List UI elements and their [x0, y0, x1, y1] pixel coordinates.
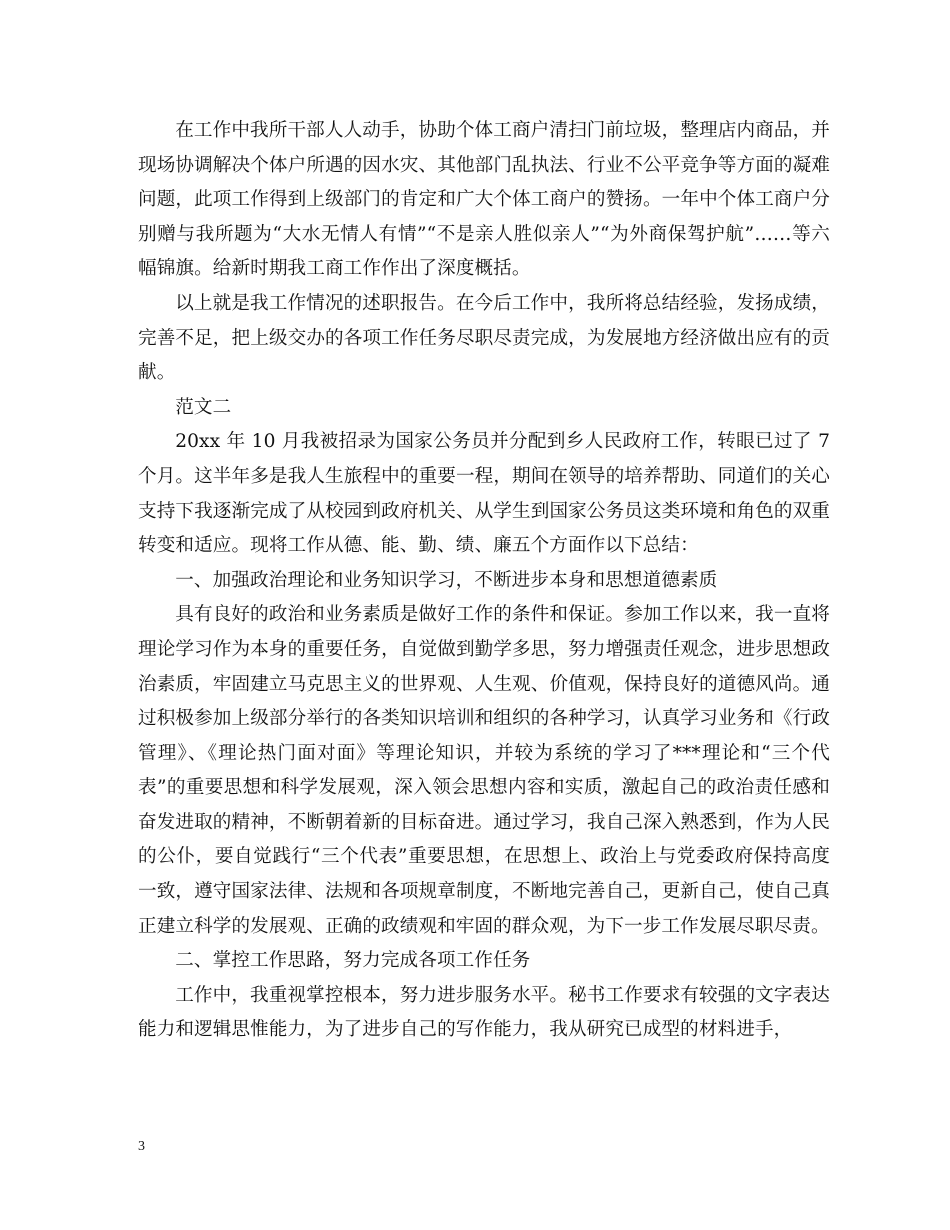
section-heading-political-study: 一、加强政治理论和业务知识学习，不断进步本身和思想道德素质	[175, 569, 718, 591]
document-body	[138, 114, 830, 1048]
paragraph-work-tasks: 工作中，我重视掌控根本，努力进步服务水平。秘书工作要求有较强的文字表达能力和逻辑思惟能力，为了进步自己的写作能力，我从研究已成型的材料进手，	[138, 984, 830, 1041]
paragraph-political-study: 具有良好的政治和业务素质是做好工作的条件和保证。参加工作以来，我一直将理论学习作为本身的重要任务，自觉做到勤学多思，努力增强责任观念，进步思想政治素质，牢固建立马克思主义的世界观、人生观、价值观，保持良好的道德风尚。通过积极参加上级部分举行的各类知识培训和组织的各种学习，认真学习业务和《行政管理》、《理论热门面对面》等理论知识，并较为系统的学习了***理论和“三个代表”的重要思想和科学发展观，深入领会思想内容和实质，激起自己的政治责任感和奋发进取的精神，不断朝着新的目标奋进。通过学习，我自己深入熟悉到，作为人民的公仆，要自觉践行“三个代表”重要思想，在思想上、政治上与党委政府保持高度一致，遵守国家法律、法规和各项规章制度，不断地完善自己，更新自己，使自己真正建立科学的发展观、正确的政绩观和牢固的群众观，为下一步工作发展尽职尽责。	[138, 604, 830, 937]
page-number: 3	[138, 1139, 145, 1154]
section-heading-work-tasks: 二、掌控工作思路，努力完成各项工作任务	[175, 950, 531, 972]
paragraph-shop-cleanup: 在工作中我所干部人人动手，协助个体工商户清扫门前垃圾，整理店内商品，并现场协调解决个体户所遇的因水灾、其他部门乱执法、行业不公平竞争等方面的凝难问题，此项工作得到上级部门的肯定和广大个体工商户的赞扬。一年中个体工商户分别赠与我所题为“大水无情人有情”“不是亲人胜似亲人”“为外商保驾护航”……等六幅锦旗。给新时期我工商工作作出了深度概括。	[138, 120, 830, 280]
paragraph-civil-servant-intro: 20xx 年 10 月我被招录为国家公务员并分配到乡人民政府工作，转眼已过了 7 个月。这半年多是我人生旅程中的重要一程，期间在领导的培养帮助、同道们的关心支持下我逐渐完成了从校园到政府机关、从学生到国家公务员这类环境和角色的双重转变和适应。现将工作从德、能、勤、绩、廉五个方面作以下总结：	[138, 431, 830, 557]
section-heading-sample-two: 范文二	[175, 396, 232, 418]
paragraph-report-conclusion: 以上就是我工作情况的述职报告。在今后工作中，我所将总结经验，发扬成绩，完善不足，把上级交办的各项工作任务尽职尽责完成，为发展地方经济做出应有的贡献。	[138, 292, 830, 384]
